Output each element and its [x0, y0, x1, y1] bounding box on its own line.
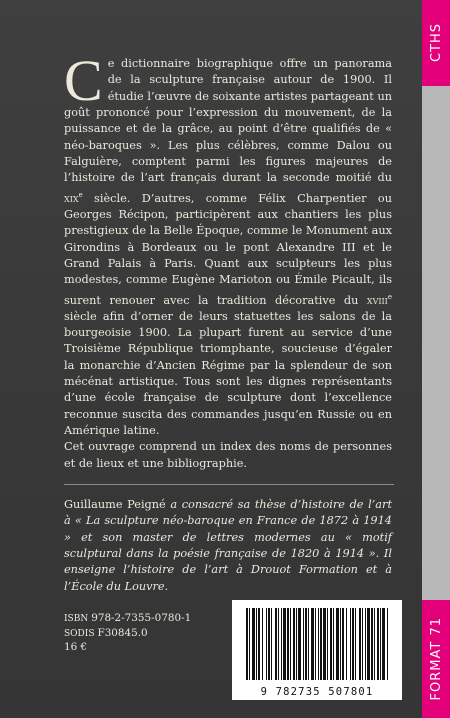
barcode-bar [362, 608, 363, 680]
blurb [64, 48, 392, 595]
isbn-value: 978-2-7355-0780-1 [91, 612, 192, 624]
publisher-tab [422, 0, 450, 86]
description-text-3: siècle afin d’orner de leurs statuettes les salons de la bourgeoisie 1900. La plupart furent au service d’une Troisième République triomphante, soucieuse d’égaler la monarchie d’Ancien Régime par la splendeur de son mécénat artistique. Tous sont les dignes représentants d’une école française de sculpture dont l’excellence reconnue suscita des commandes jusqu’en Russie ou en Amérique latine. [64, 309, 392, 438]
barcode-bar [293, 608, 295, 680]
sodis-value: F30845.0 [97, 626, 148, 639]
divider [64, 484, 394, 485]
barcode-bar [287, 608, 289, 680]
description-paragraph [64, 48, 392, 439]
barcode-bar [303, 608, 304, 680]
barcode-bar [252, 608, 255, 680]
book-meta [64, 612, 191, 655]
barcode-bar [359, 608, 361, 680]
barcode-bar [296, 608, 297, 680]
barcode-bar [311, 608, 314, 680]
barcode-bar [330, 608, 332, 680]
century-18: xviii [366, 293, 388, 307]
barcode-bar [342, 608, 344, 680]
sodis-label: SODIS [64, 628, 95, 639]
barcode-bar [346, 608, 347, 680]
sodis-line [64, 627, 191, 642]
barcode-bar [327, 608, 328, 680]
barcode-bar [352, 608, 354, 680]
barcode-bar [318, 608, 319, 680]
barcode-bar [308, 608, 309, 680]
publisher-label: CTHS [428, 23, 444, 63]
barcode-bar [320, 608, 322, 680]
barcode-bar [271, 608, 272, 680]
barcode-bar [315, 608, 316, 680]
barcode-bar [305, 608, 307, 680]
barcode-bar [371, 608, 373, 680]
barcode-bar [380, 608, 381, 680]
isbn-label: ISBN [64, 614, 89, 624]
barcode-bar [382, 608, 385, 680]
barcode-bar [275, 608, 277, 680]
barcode-bar [262, 608, 263, 680]
barcode-bar [367, 608, 370, 680]
barcode-bar [283, 608, 286, 680]
barcode-bar [278, 608, 279, 680]
drop-cap: C [64, 48, 103, 113]
author-bio [64, 497, 392, 595]
collection-tab [422, 600, 450, 718]
barcode-bar [258, 608, 260, 680]
century-19: xix [64, 191, 79, 205]
barcode-bar [365, 608, 366, 680]
barcode-bar [266, 608, 267, 680]
barcode-bar [336, 608, 339, 680]
author-name: Guillaume Peigné [64, 498, 166, 512]
isbn-line [64, 612, 191, 627]
barcode-bars [232, 600, 402, 686]
century-18-sup: e [387, 292, 392, 301]
century-19-sup: e [78, 190, 83, 199]
barcode-bar [298, 608, 301, 680]
barcode-bar [268, 608, 270, 680]
price: 16 € [64, 641, 88, 653]
barcode-bar [355, 608, 356, 680]
barcode-bar [281, 608, 282, 680]
barcode-bar [290, 608, 291, 680]
author-bio-text: a consacré sa thèse d’histoire de l’art à « La sculpture néo-baroque en France de 1872 à 1914 » et son master de lettres modernes au « motif sculptural dans la poésie française de 1820 à 1914 ». Il enseigne l’histoire de l’art à Drouot Formation et à l’École du Louvre. [64, 498, 392, 593]
barcode-bar [256, 608, 257, 680]
index-note: Cet ouvrage comprend un index des noms de personnes et de lieux et une bibliographie. [64, 440, 392, 470]
barcode-bar [374, 608, 375, 680]
barcode-bar [333, 608, 334, 680]
barcode-bar [323, 608, 326, 680]
barcode [232, 600, 402, 700]
barcode-bar [246, 608, 248, 680]
barcode-bar [249, 608, 250, 680]
barcode-bar [350, 608, 351, 680]
description-text-2: siècle. D’autres, comme Félix Charpentier ou Georges Récipon, participèrent aux chantiers les plus prestigieux de la Belle Époque, comme le Monument aux Girondins à Bordeaux ou le pont Alexandre III et le Grand Palais à Paris. Quant aux sculpteurs les plus modestes, comme Eugène Marioton ou Émile Picault, ils surent renouer avec la tradition décorative du [64, 191, 392, 307]
collection-label: FORMAT 71 [428, 617, 444, 701]
barcode-bar [377, 608, 379, 680]
barcode-bar [387, 608, 388, 680]
description-text-1: e dictionnaire biographique offre un panorama de la sculpture française autour de 1900. Il étudie l’œuvre de soixante artistes partageant un goût prononcé pour l’expression du mouvement, de la puissance et de la grâce, au point d’être qualifiés de « néo-baroques ». Les plus célèbres, comme Dalou ou Falguière, comptent parmi les figures majeures de l’histoire de l’art français durant la seconde moitié du [64, 57, 392, 185]
barcode-number: 9 782735 507801 [260, 686, 374, 698]
barcode-bar [340, 608, 341, 680]
